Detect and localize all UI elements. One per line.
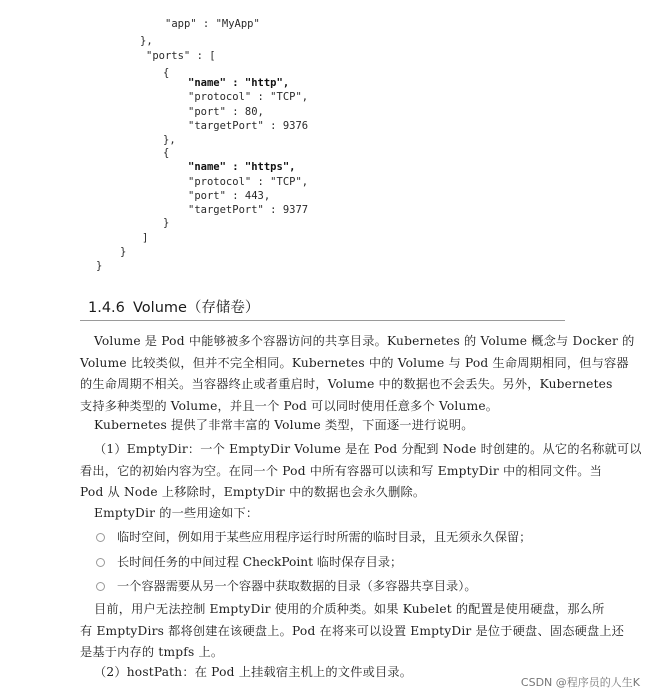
text-line: （2）hostPath：在 Pod 上挂载宿主机上的文件或目录。	[94, 665, 413, 679]
text-line: Volume 比较类似，但并不完全相同。Kubernetes 中的 Volume 与 Pod 生命周期相同，但与容器	[80, 355, 629, 370]
paragraph-emptydir	[80, 439, 642, 504]
section-number: 1.4.6	[88, 300, 125, 316]
code-line: }	[96, 260, 103, 272]
bullet-icon	[96, 582, 105, 591]
list-item: 临时空间，例如用于某些应用程序运行时所需的临时目录，且无须永久保留；	[96, 527, 596, 547]
paragraph-types-intro	[80, 415, 620, 437]
code-line: "name" : "https",	[188, 161, 296, 173]
paragraph-volume-intro	[80, 331, 635, 417]
text-line: 支持多种类型的 Volume，并且一个 Pod 可以同时使用任意多个 Volume。	[80, 398, 499, 413]
code-line: }	[120, 246, 127, 258]
code-line: "protocol" : "TCP",	[188, 176, 309, 188]
text-line: 的生命周期不相关。当容器终止或者重启时，Volume 中的数据也不会丢失。另外，Kubernetes	[80, 377, 613, 392]
code-line: "port" : 443,	[188, 190, 271, 202]
code-line: "port" : 80,	[188, 106, 264, 118]
code-line: ]	[142, 232, 149, 244]
section-title: Volume（存储卷）	[133, 300, 260, 316]
code-line: "ports" : [	[146, 50, 216, 62]
paragraph-emptydir-uses	[80, 503, 620, 525]
bullet-icon	[96, 533, 105, 542]
text-line: 看出，它的初始内容为空。在同一个 Pod 中所有容器可以读和写 EmptyDir 中的相同文件。当	[80, 463, 603, 478]
text-line: 有 EmptyDirs 都将创建在该硬盘上。Pod 在将来可以设置 EmptyDir 是位于硬盘、固态硬盘上还	[80, 623, 625, 638]
text-line: Pod 从 Node 上移除时，EmptyDir 中的数据也会永久删除。	[80, 485, 426, 500]
code-line: "targetPort" : 9376	[188, 120, 309, 132]
list-item: 长时间任务的中间过程 CheckPoint 临时保存目录；	[96, 552, 596, 572]
bullet-icon	[96, 558, 105, 567]
code-line: }	[163, 217, 170, 229]
code-line: "app" : "MyApp"	[165, 18, 260, 30]
text-line: 目前，用户无法控制 EmptyDir 使用的介质种类。如果 Kubelet 的配置是使用硬盘，那么所	[94, 602, 605, 616]
code-line: "protocol" : "TCP",	[188, 91, 309, 103]
text-line: （1）EmptyDir：一个 EmptyDir Volume 是在 Pod 分配到 Node 时创建的。从它的名称就可以	[94, 442, 642, 456]
text-line: EmptyDir 的一些用途如下：	[94, 506, 259, 520]
code-line: "targetPort" : 9377	[188, 204, 309, 216]
text-line: Kubernetes 提供了非常丰富的 Volume 类型，下面逐一进行说明。	[94, 418, 474, 432]
heading-divider	[80, 320, 565, 321]
text-line: 是基于内存的 tmpfs 上。	[80, 645, 224, 660]
section-heading	[88, 296, 568, 317]
code-line: {	[163, 67, 170, 79]
text-line: Volume 是 Pod 中能够被多个容器访问的共享目录。Kubernetes 的 Volume 概念与 Docker 的	[94, 334, 635, 348]
code-line: {	[163, 147, 170, 159]
code-line: },	[163, 134, 176, 146]
code-line: "name" : "http",	[188, 77, 290, 89]
list-item: 一个容器需要从另一个容器中获取数据的目录（多容器共享目录）。	[96, 576, 596, 596]
watermark: CSDN @程序员的人生K	[520, 676, 640, 689]
paragraph-emptydir-media	[80, 599, 625, 664]
code-line: },	[140, 35, 153, 47]
